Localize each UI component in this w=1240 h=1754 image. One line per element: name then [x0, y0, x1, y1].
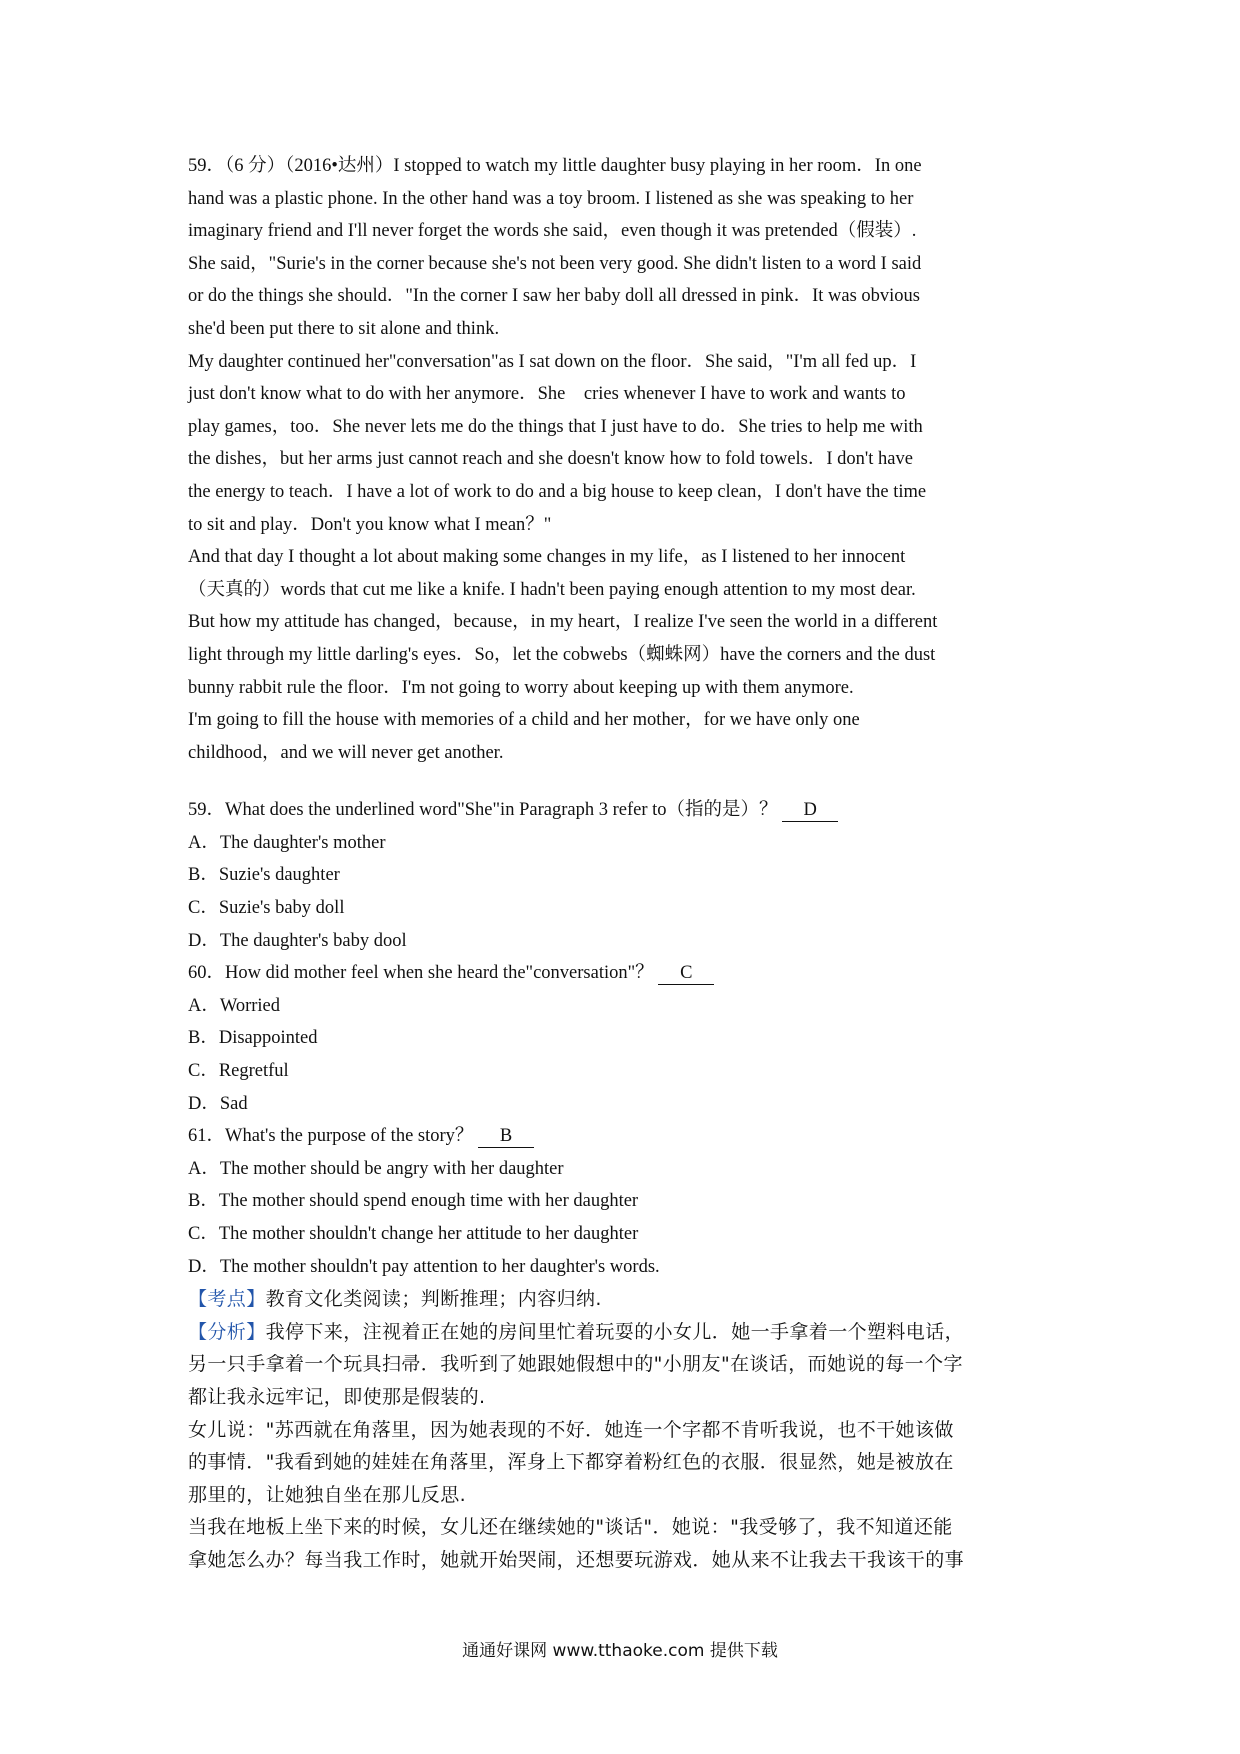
- passage-line: imaginary friend and I'll never forget the words she said，even though it was pretended（假装）.: [188, 221, 917, 242]
- question-60: [188, 957, 1058, 990]
- document-page: [188, 150, 1058, 1577]
- reading-passage: [188, 150, 1058, 769]
- option: B．Disappointed: [188, 1028, 318, 1049]
- passage-line: 59．（6 分）（2016•达州）I stopped to watch my little daughter busy playing in her room．In one: [188, 156, 922, 176]
- option: D．The mother shouldn't pay attention to her daughter's words.: [188, 1256, 660, 1277]
- passage-line: play games，too．She never lets me do the things that I just have to do．She tries to help me with: [188, 416, 923, 437]
- option: A．Worried: [188, 995, 281, 1016]
- passage-line: hand was a plastic phone. In the other hand was a toy broom. I listened as she was speaking to her: [188, 188, 914, 209]
- question-61: [188, 1120, 1058, 1153]
- passage-line: light through my little darling's eyes．So，let the cobwebs（蜘蛛网）have the corners and the dust: [188, 644, 936, 665]
- passage-line: childhood，and we will never get another.: [188, 742, 504, 763]
- passage-line: But how my attitude has changed，because，in my heart，I realize I've seen the world in a different: [188, 612, 938, 633]
- page-footer: 通通好课网 www.tthaoke.com 提供下载: [462, 1641, 778, 1661]
- question-text: 59．What does the underlined word"She"in Paragraph 3 refer to（指的是）？: [188, 800, 778, 821]
- option: D．The daughter's baby dool: [188, 930, 407, 951]
- option: C．Suzie's baby doll: [188, 898, 345, 919]
- fenxi-line: 的事情．"我看到她的娃娃在角落里，浑身上下都穿着粉红色的衣服．很显然，她是被放在: [188, 1451, 954, 1474]
- passage-line: or do the things she should．"In the corner I saw her baby doll all dressed in pink．It was obvious: [188, 286, 921, 307]
- kaodian-text: 教育文化类阅读；判断推理；内容归纳.: [265, 1288, 602, 1311]
- passage-line: （天真的）words that cut me like a knife. I hadn't been paying enough attention to my most dear.: [188, 579, 916, 600]
- fenxi-line: [188, 1316, 1058, 1349]
- passage-line: My daughter continued her"conversation"as I sat down on the floor．She said，"I'm all fed up．I: [188, 351, 917, 372]
- question-text: 60．How did mother feel when she heard the"conversation"？: [188, 963, 654, 984]
- fenxi-line: 另一只手拿着一个玩具扫帚．我听到了她跟她假想中的"小朋友"在谈话，而她说的每一个字: [188, 1353, 963, 1376]
- passage-line: bunny rabbit rule the floor．I'm not going to worry about keeping up with them anymore.: [188, 677, 854, 698]
- option: C．Regretful: [188, 1061, 289, 1082]
- section-gap: [188, 769, 1058, 794]
- passage-line: She said，"Surie's in the corner because she's not been very good. She didn't listen to a word I said: [188, 253, 922, 274]
- fenxi-line: 拿她怎么办？每当我工作时，她就开始哭闹，还想要玩游戏．她从来不让我去干我该干的事: [188, 1548, 965, 1571]
- option: A．The daughter's mother: [188, 832, 386, 853]
- option: B．The mother should spend enough time with her daughter: [188, 1191, 639, 1212]
- question-block: [188, 794, 1058, 1283]
- fenxi-text: 我停下来，注视着正在她的房间里忙着玩耍的小女儿．她一手拿着一个塑料电话，: [265, 1320, 965, 1343]
- kaodian-line: [188, 1283, 1058, 1316]
- passage-line: And that day I thought a lot about making some changes in my life，as I listened to her innocent: [188, 547, 906, 568]
- answer-blank: B: [478, 1125, 534, 1148]
- analysis-section: [188, 1283, 1058, 1576]
- passage-line: she'd been put there to sit alone and think.: [188, 318, 500, 339]
- fenxi-line: 那里的，让她独自坐在那儿反思.: [188, 1483, 467, 1506]
- question-59: [188, 794, 1058, 827]
- option: B．Suzie's daughter: [188, 865, 340, 886]
- passage-line: the dishes，but her arms just cannot reach and she doesn't know how to fold towels．I don't have: [188, 449, 913, 470]
- fenxi-line: 当我在地板上坐下来的时候，女儿还在继续她的"谈话"．她说："我受够了，我不知道还能: [188, 1516, 953, 1539]
- passage-line: to sit and play．Don't you know what I mean？": [188, 514, 552, 535]
- option: C．The mother shouldn't change her attitude to her daughter: [188, 1224, 639, 1244]
- fenxi-line: 都让我永远牢记，即使那是假装的.: [188, 1385, 486, 1408]
- passage-line: the energy to teach．I have a lot of work to do and a big house to keep clean，I don't have the time: [188, 481, 927, 502]
- answer-blank: D: [782, 799, 838, 822]
- answer-blank: C: [658, 962, 714, 985]
- passage-line: just don't know what to do with her anymore．She cries whenever I have to work and wants to: [188, 384, 906, 405]
- passage-line: I'm going to fill the house with memories of a child and her mother，for we have only one: [188, 710, 860, 731]
- option: D．Sad: [188, 1093, 248, 1114]
- kaodian-label: 【考点】: [188, 1288, 266, 1311]
- fenxi-label: 【分析】: [188, 1320, 266, 1343]
- fenxi-line: 女儿说："苏西就在角落里，因为她表现的不好．她连一个字都不肯听我说，也不干她该做: [188, 1418, 954, 1441]
- option: A．The mother should be angry with her daughter: [188, 1158, 564, 1179]
- question-text: 61．What's the purpose of the story？: [188, 1126, 474, 1147]
